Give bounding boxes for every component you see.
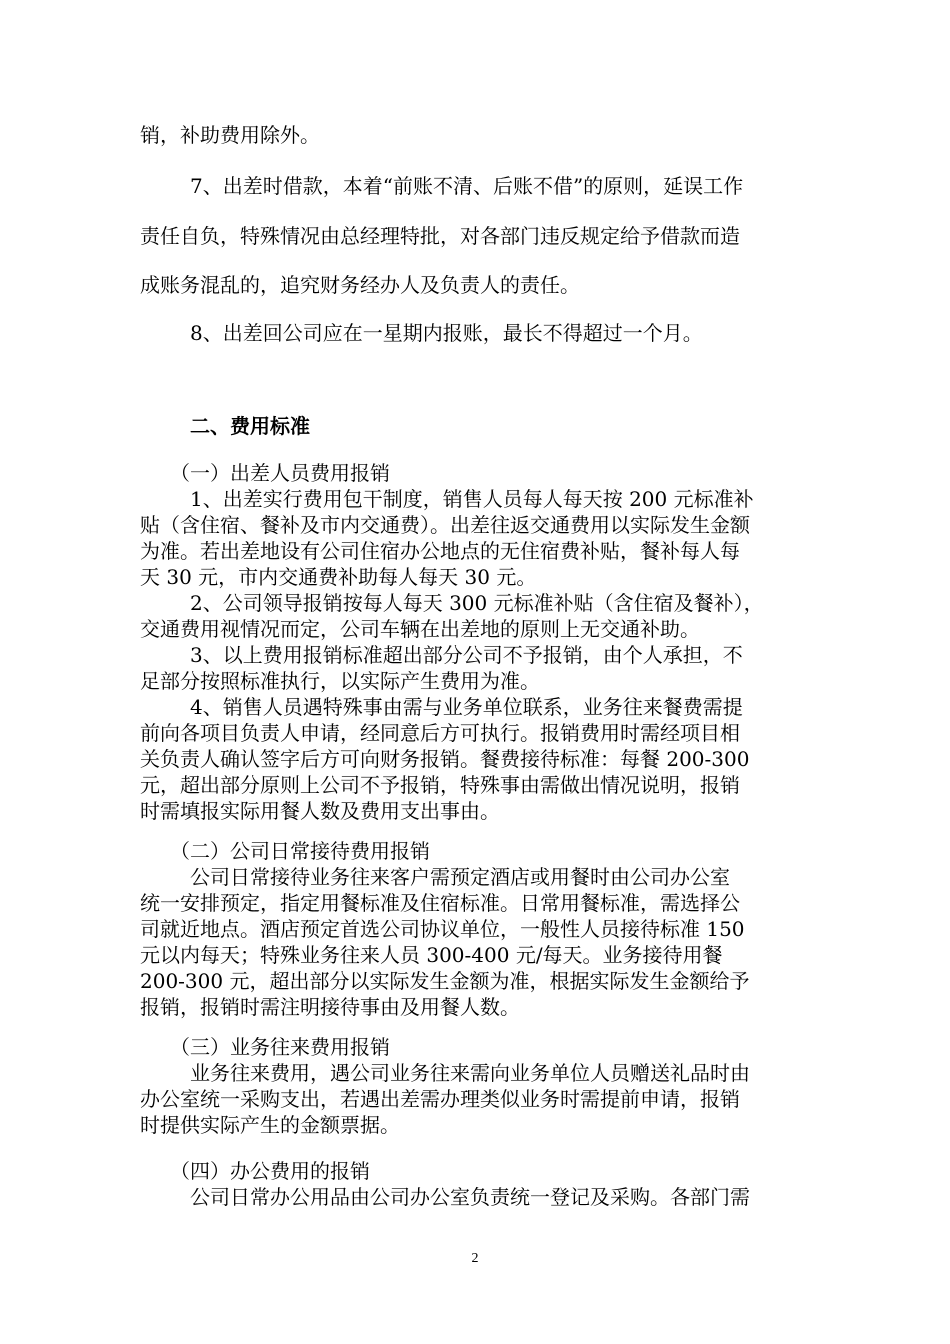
text-line: 公司日常接待业务往来客户需预定酒店或用餐时由公司办公室 [190, 865, 730, 889]
text-line: 责任自负，特殊情况由总经理特批，对各部门违反规定给予借款而造 [140, 224, 740, 248]
text-line: 业务往来费用，遇公司业务往来需向业务单位人员赠送礼品时由 [190, 1061, 750, 1085]
text-line: 时提供实际产生的金额票据。 [140, 1113, 400, 1137]
text-line: 关负责人确认签字后方可向财务报销。餐费接待标准：每餐 200-300 [140, 747, 750, 771]
subsection-title: （一）出差人员费用报销 [170, 461, 390, 485]
text-line: 成账务混乱的，追究财务经办人及负责人的责任。 [140, 273, 580, 297]
text-line: 天 30 元，市内交通费补助每人每天 30 元。 [140, 565, 537, 589]
text-line: 司就近地点。酒店预定首选公司协议单位，一般性人员接待标准 150 [140, 917, 745, 941]
text-line: 元，超出部分原则上公司不予报销，特殊事由需做出情况说明，报销 [140, 773, 740, 797]
text-line: 3、以上费用报销标准超出部分公司不予报销，由个人承担，不 [190, 643, 743, 667]
text-line: 7、出差时借款，本着“前账不清、后账不借”的原则，延误工作 [190, 174, 744, 198]
subsection-title: （二）公司日常接待费用报销 [170, 839, 430, 863]
text-line: 办公室统一采购支出，若遇出差需办理类似业务时需提前申请，报销 [140, 1087, 740, 1111]
text-line: 公司日常办公用品由公司办公室负责统一登记及采购。各部门需 [190, 1185, 750, 1209]
text-line: 前向各项目负责人申请，经同意后方可执行。报销费用时需经项目相 [140, 721, 740, 745]
section-title: 二、费用标准 [190, 414, 310, 438]
text-line: 为准。若出差地设有公司住宿办公地点的无住宿费补贴，餐补每人每 [140, 539, 740, 563]
text-line: 销，补助费用除外。 [140, 123, 320, 147]
text-line: 4、销售人员遇特殊事由需与业务单位联系，业务往来餐费需提 [190, 695, 743, 719]
page-number: 2 [471, 1251, 479, 1266]
text-line: 200-300 元，超出部分以实际发生金额为准，根据实际发生金额给予 [140, 969, 750, 993]
text-line: 贴（含住宿、餐补及市内交通费）。出差往返交通费用以实际发生金额 [140, 513, 750, 537]
text-line: 元以内每天；特殊业务往来人员 300-400 元/每天。业务接待用餐 [140, 943, 723, 967]
text-line: 交通费用视情况而定，公司车辆在出差地的原则上无交通补助。 [140, 617, 700, 641]
text-line: 统一安排预定，指定用餐标准及住宿标准。日常用餐标准，需选择公 [140, 891, 740, 915]
subsection-title: （四）办公费用的报销 [170, 1159, 370, 1183]
subsection-title: （三）业务往来费用报销 [170, 1035, 390, 1059]
text-line: 时需填报实际用餐人数及费用支出事由。 [140, 799, 500, 823]
text-line: 2、公司领导报销按每人每天 300 元标准补贴（含住宿及餐补）， [190, 591, 764, 615]
text-line: 1、出差实行费用包干制度，销售人员每人每天按 200 元标准补 [190, 487, 754, 511]
text-line: 报销，报销时需注明接待事由及用餐人数。 [140, 995, 520, 1019]
text-line: 8、出差回公司应在一星期内报账，最长不得超过一个月。 [190, 321, 703, 345]
text-line: 足部分按照标准执行，以实际产生费用为准。 [140, 669, 540, 693]
